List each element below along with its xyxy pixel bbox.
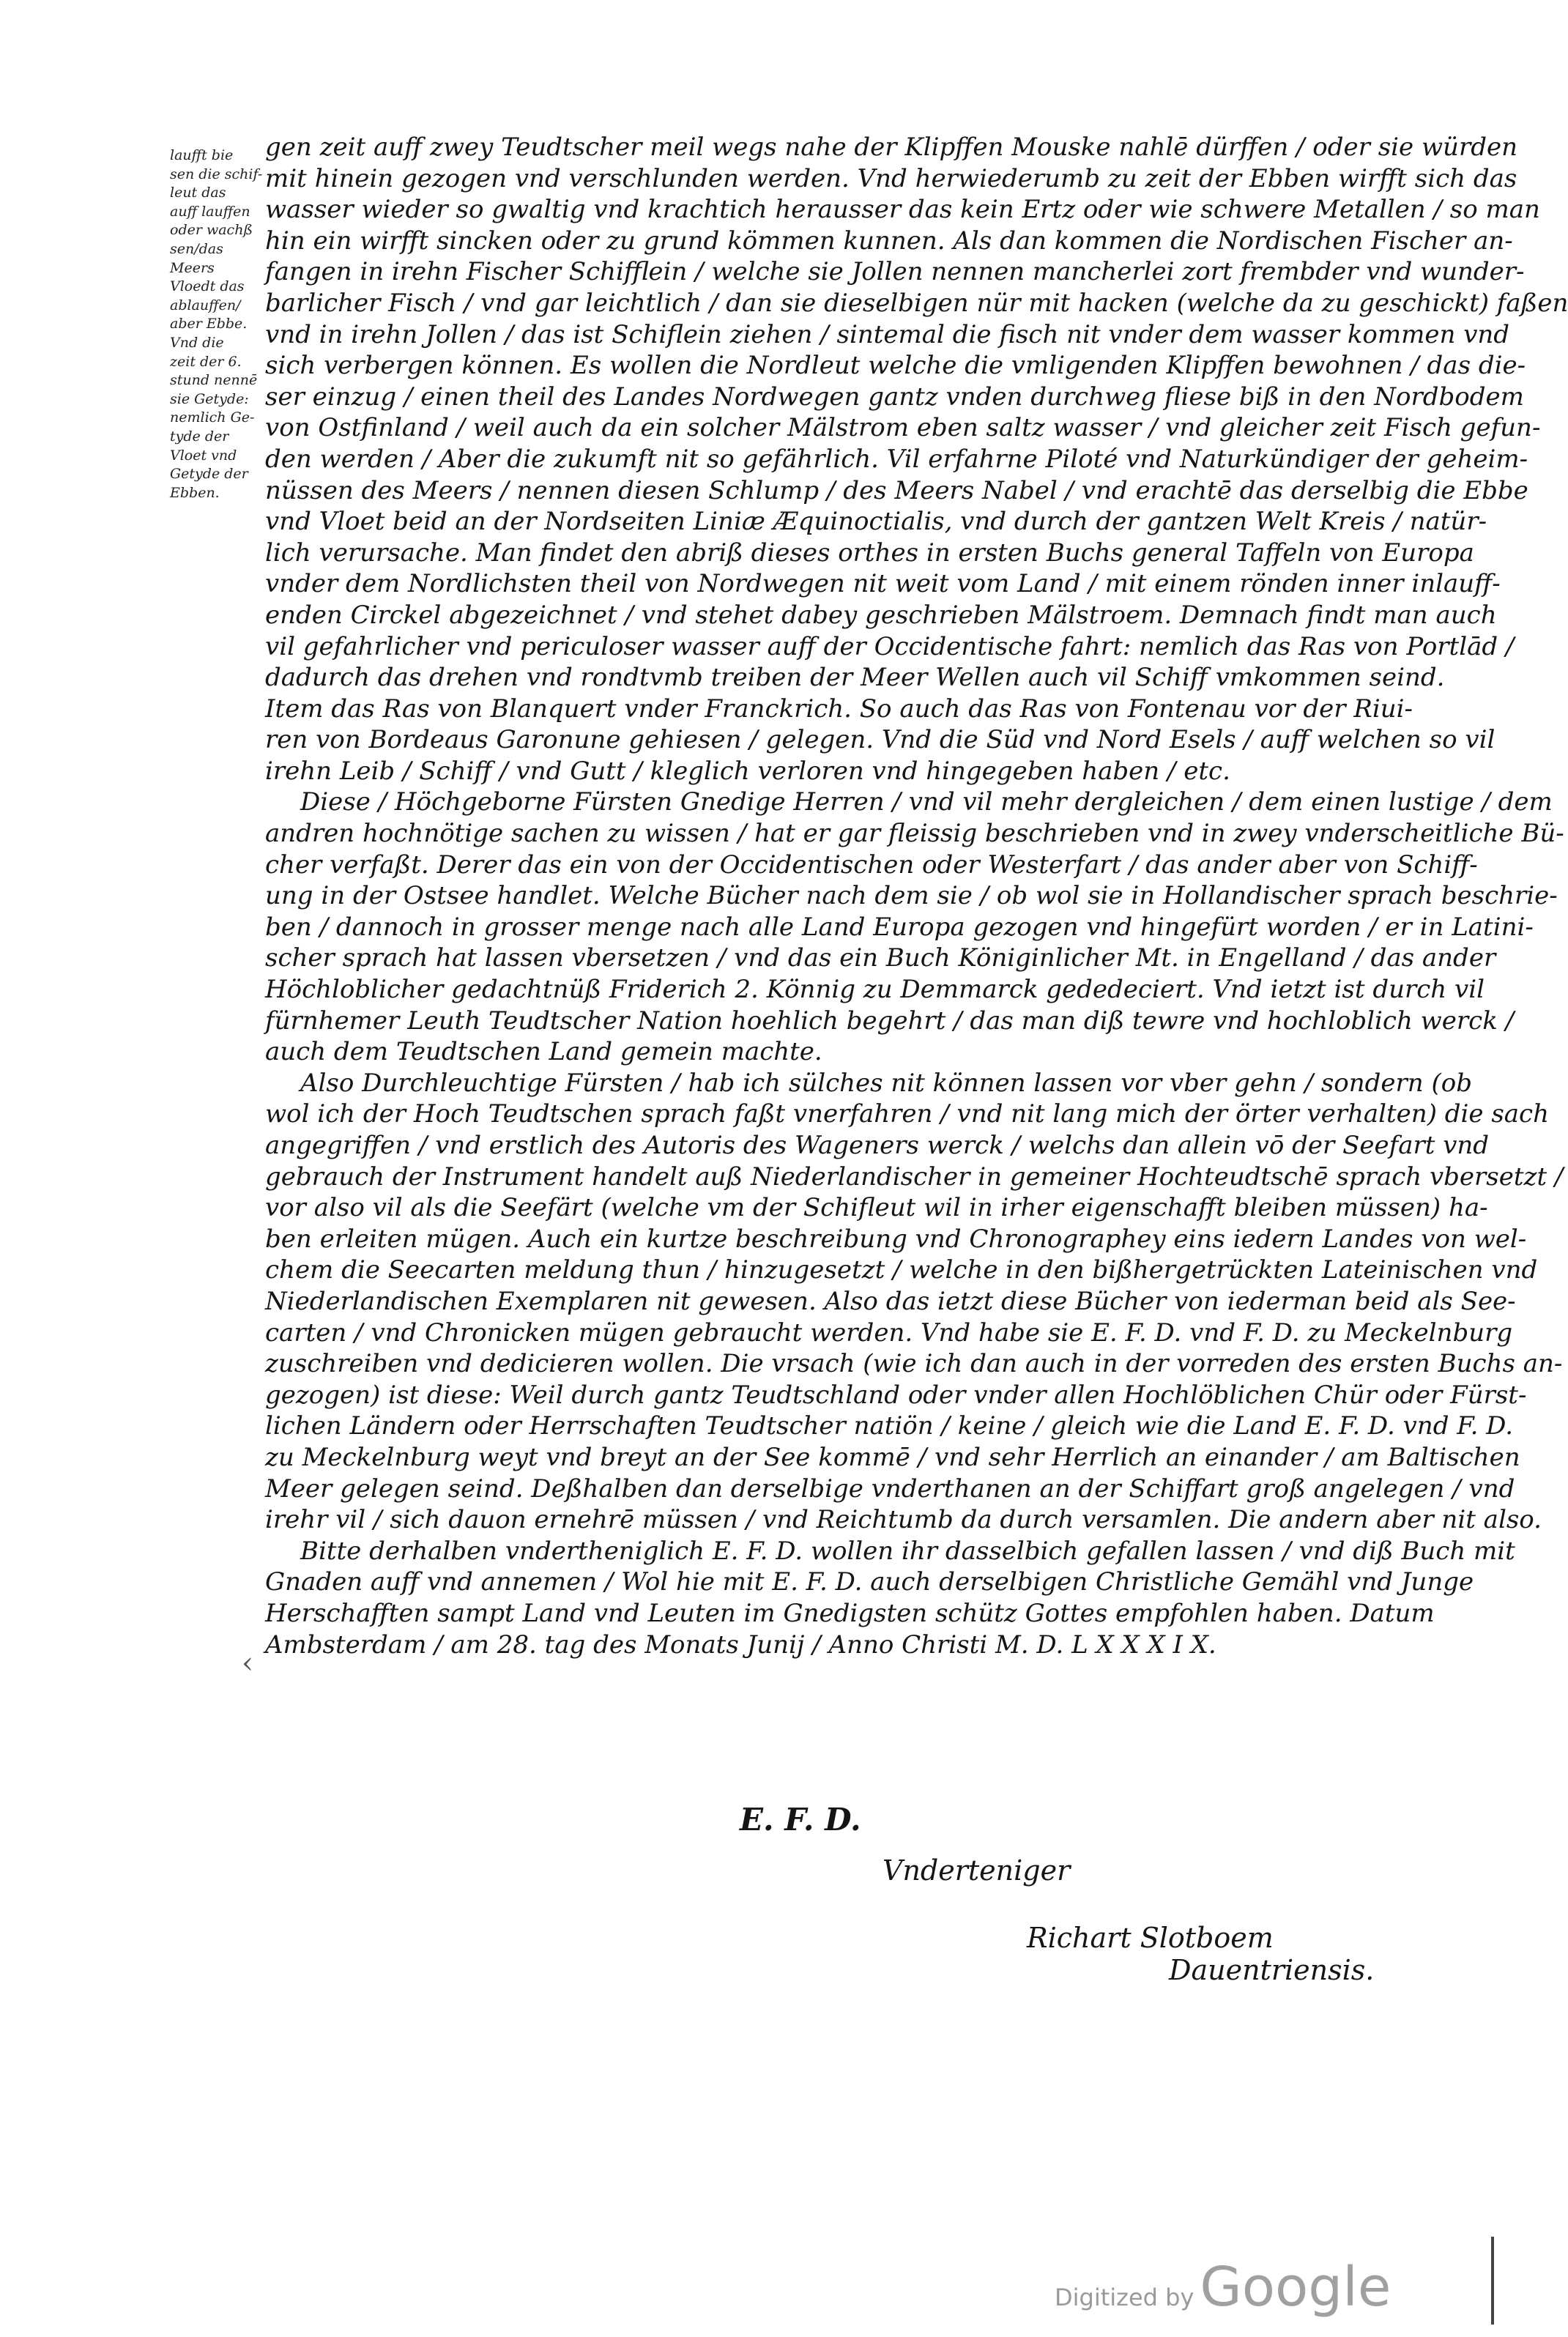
text-line: Herschafften sampt Land vnd Leuten im Gnedigsten schütz Gottes empfohlen haben. Datum [265, 1598, 1435, 1628]
text-line: Diese / Höchgeborne Fürsten Gnedige Herren / vnd vil mehr dergleichen / dem einen lustige / dem [300, 787, 1553, 817]
margin-note-line: aber Ebbe. [170, 316, 248, 332]
text-line: angegriffen / vnd erstlich des Autoris des Wageners werck / welchs dan allein vō der Seefart vnd [265, 1131, 1490, 1160]
margin-note-line: sie Getyde: [170, 390, 249, 407]
text-line: hin ein wirfft sincken oder zu grund kömmen kunnen. Als dan kommen die Nordischen Fischer an- [265, 226, 1513, 256]
margin-note-line: Meers [170, 259, 215, 276]
text-line: fürnhemer Leuth Teudtscher Nation hoehlich begehrt / das man diß tewre vnd hochloblich werck / [265, 1006, 1515, 1036]
body-text [265, 132, 1568, 1660]
text-line: ser einzug / einen theil des Landes Nordwegen gantz vnden durchweg fliese biß in den Nordbodem [265, 382, 1524, 412]
text-line: barlicher Fisch / vnd gar leichtlich / dan sie dieselbigen nür mit hacken (welche da zu geschickt) faßen [265, 288, 1568, 318]
text-line: ben erleiten mügen. Auch ein kurtze beschreibung vnd Chronographey eins iedern Landes von wel- [265, 1224, 1527, 1254]
text-line: vil gefahrlicher vnd periculoser wasser auff der Occidentische fahrt: nemlich das Ras von Portlād / [265, 631, 1515, 661]
text-line: vor also vil als die Seefärt (welche vm der Schifleut wil in irher eigenschafft bleiben müssen) ha- [265, 1193, 1488, 1223]
text-line: scher sprach hat lassen vbersetzen / vnd das ein Buch Königinlicher Mt. in Engelland / das ander [265, 943, 1496, 973]
text-line: lich verursache. Man findet den abriß dieses orthes in ersten Buchs general Taffeln von Europa [265, 538, 1474, 568]
text-line: Höchloblicher gedachtnüß Friderich 2. Könnig zu Demmarck gededeciert. Vnd ietzt ist durch vil [265, 975, 1485, 1005]
margin-mark: ‹ [242, 1646, 253, 1680]
margin-note-line: stund nennē [170, 372, 258, 389]
margin-note-line: tyde der [170, 428, 229, 445]
text-line: Niederlandischen Exemplaren nit gewesen. Also das ietzt diese Bücher von iederman beid als See- [265, 1286, 1516, 1316]
digitization-watermark [1055, 2256, 1391, 2319]
text-line: gebrauch der Instrument handelt auß Niederlandischer in gemeiner Hochteudtschē sprach vbersetzt / [265, 1162, 1564, 1192]
text-line: zu Meckelnburg weyt vnd breyt an der See kommē / vnd sehr Herrlich an einander / am Baltischen [265, 1442, 1520, 1472]
margin-note-line: oder wachß [170, 222, 253, 239]
margin-note [170, 146, 264, 502]
text-line: cher verfaßt. Derer das ein von der Occidentischen oder Westerfart / das ander aber von Schiff- [265, 850, 1478, 880]
text-line: carten / vnd Chronicken mügen gebraucht werden. Vnd habe sie E. F. D. vnd F. D. zu Meckelnburg [265, 1318, 1513, 1348]
text-line: Meer gelegen seind. Deßhalben dan derselbige vnderthanen an der Schiffart groß angelegen / vnd [265, 1474, 1515, 1504]
text-line: Item das Ras von Blanquert vnder Franckrich. So auch das Ras von Fontenau vor der Riui- [265, 694, 1413, 724]
text-line: Bitte derhalben vndertheniglich E. F. D. wollen ihr dasselbich gefallen lassen / vnd diß Buch mit [300, 1536, 1515, 1566]
page-edge-mark [1491, 2237, 1494, 2325]
text-line: Ambsterdam / am 28. tag des Monats Junij / Anno Christi M. D. L X X X I X. [265, 1630, 1216, 1660]
watermark-prefix: Digitized by [1055, 2284, 1194, 2311]
margin-note-line: zeit der 6. [170, 353, 242, 370]
text-line: mit hinein gezogen vnd verschlunden werden. Vnd herwiederumb zu zeit der Ebben wirfft sich das [265, 163, 1517, 193]
margin-note-line: Vloedt das [170, 278, 245, 295]
text-line: gezogen) ist diese: Weil durch gantz Teudtschland oder vnder allen Hochlöblichen Chür oder Fürst- [265, 1380, 1527, 1410]
text-line: enden Circkel abgezeichnet / vnd stehet dabey geschrieben Mälstroem. Demnach findt man auch [265, 600, 1497, 630]
signature-origin: Dauentriensis. [1169, 1954, 1375, 1986]
closing-abbreviation: E. F. D. [740, 1802, 861, 1838]
margin-note-line: nemlich Ge- [170, 409, 255, 426]
closing-subject: Vnderteniger [883, 1854, 1071, 1887]
text-line: wasser wieder so gwaltig vnd krachtich herausser das kein Ertz oder wie schwere Metallen / so man [265, 195, 1540, 225]
text-line: auch dem Teudtschen Land gemein machte. [265, 1037, 822, 1067]
margin-note-line: laufft bie [170, 147, 234, 163]
text-line: nüssen des Meers / nennen diesen Schlump / des Meers Nabel / vnd erachtē das derselbig die Ebbe [265, 475, 1528, 505]
text-line: irehn Leib / Schiff / vnd Gutt / kleglich verloren vnd hingegeben haben / etc. [265, 756, 1230, 786]
text-line: ben / dannoch in grosser menge nach alle Land Europa gezogen vnd hingefürt worden / er in Latini- [265, 912, 1534, 942]
margin-note-line: Ebben. [170, 484, 220, 501]
text-line: vnd Vloet beid an der Nordseiten Liniæ Æquinoctialis, vnd durch der gantzen Welt Kreis / natür- [265, 507, 1487, 537]
text-line: fangen in irehn Fischer Schifflein / welche sie Jollen nennen mancherlei zort frembder vnd wunder- [265, 257, 1525, 287]
text-line: Also Durchleuchtige Fürsten / hab ich sülches nit können lassen vor vber gehn / sondern (ob [300, 1068, 1473, 1098]
margin-note-line: sen die schif- [170, 166, 263, 182]
text-line: wol ich der Hoch Teudtschen sprach faßt vnerfahren / vnd nit lang mich der örter verhalten) die sach [265, 1099, 1549, 1129]
margin-note-line: auff lauffen [170, 203, 250, 220]
text-line: ung in der Ostsee handlet. Welche Bücher nach dem sie / ob wol sie in Hollandischer sprach beschrie- [265, 881, 1558, 911]
text-line: Gnaden auff vnd annemen / Wol hie mit E. F. D. auch derselbigen Christliche Gemähl vnd Junge [265, 1567, 1474, 1597]
signature-name: Richart Slotboem [1027, 1922, 1274, 1954]
text-line: von Ostfinland / weil auch da ein solcher Mälstrom eben saltz wasser / vnd gleicher zeit Fisch gefun- [265, 413, 1541, 443]
text-line: dadurch das drehen vnd rondtvmb treiben der Meer Wellen auch vil Schiff vmkommen seind. [265, 663, 1445, 693]
margin-note-line: Vnd die [170, 334, 224, 351]
text-line: zuschreiben vnd dedicieren wollen. Die vrsach (wie ich dan auch in der vorreden des ersten Buchs an- [265, 1349, 1563, 1379]
margin-note-line: Vloet vnd [170, 447, 237, 464]
text-line: vnd in irehn Jollen / das ist Schiflein ziehen / sintemal die fisch nit vnder dem wasser kommen vnd [265, 319, 1510, 349]
text-line: vnder dem Nordlichsten theil von Nordwegen nit weit vom Land / mit einem rönden inner inlauff- [265, 569, 1501, 599]
google-logo: Google [1200, 2256, 1391, 2319]
text-line: den werden / Aber die zukumft nit so gefährlich. Vil erfahrne Piloté vnd Naturkündiger der geheim- [265, 444, 1528, 474]
margin-note-line: Getyde der [170, 466, 248, 483]
margin-note-line: sen/das [170, 240, 223, 257]
margin-note-line: ablauffen/ [170, 297, 241, 313]
text-line: ren von Bordeaus Garonune gehiesen / gelegen. Vnd die Süd vnd Nord Esels / auff welchen so vil [265, 725, 1495, 755]
text-line: lichen Ländern oder Herrschaften Teudtscher natiön / keine / gleich wie die Land E. F. D. vnd F. D. [265, 1411, 1514, 1441]
text-line: sich verbergen können. Es wollen die Nordleut welche die vmligenden Klipffen bewohnen / das die- [265, 351, 1526, 381]
text-line: irehr vil / sich dauon ernehrē müssen / vnd Reichtumb da durch versamlen. Die andern aber nit also. [265, 1505, 1542, 1535]
text-line: gen zeit auff zwey Teudtscher meil wegs nahe der Klipffen Mouske nahlē dürffen / oder sie würden [265, 133, 1517, 162]
text-line: andren hochnötige sachen zu wissen / hat er gar fleissig beschrieben vnd in zwey vnderscheitliche Bü- [265, 819, 1564, 849]
text-line: chem die Seecarten meldung thun / hinzugesetzt / welche in den bißhergetrückten Lateinischen vnd [265, 1255, 1538, 1285]
margin-note-line: leut das [170, 185, 226, 201]
